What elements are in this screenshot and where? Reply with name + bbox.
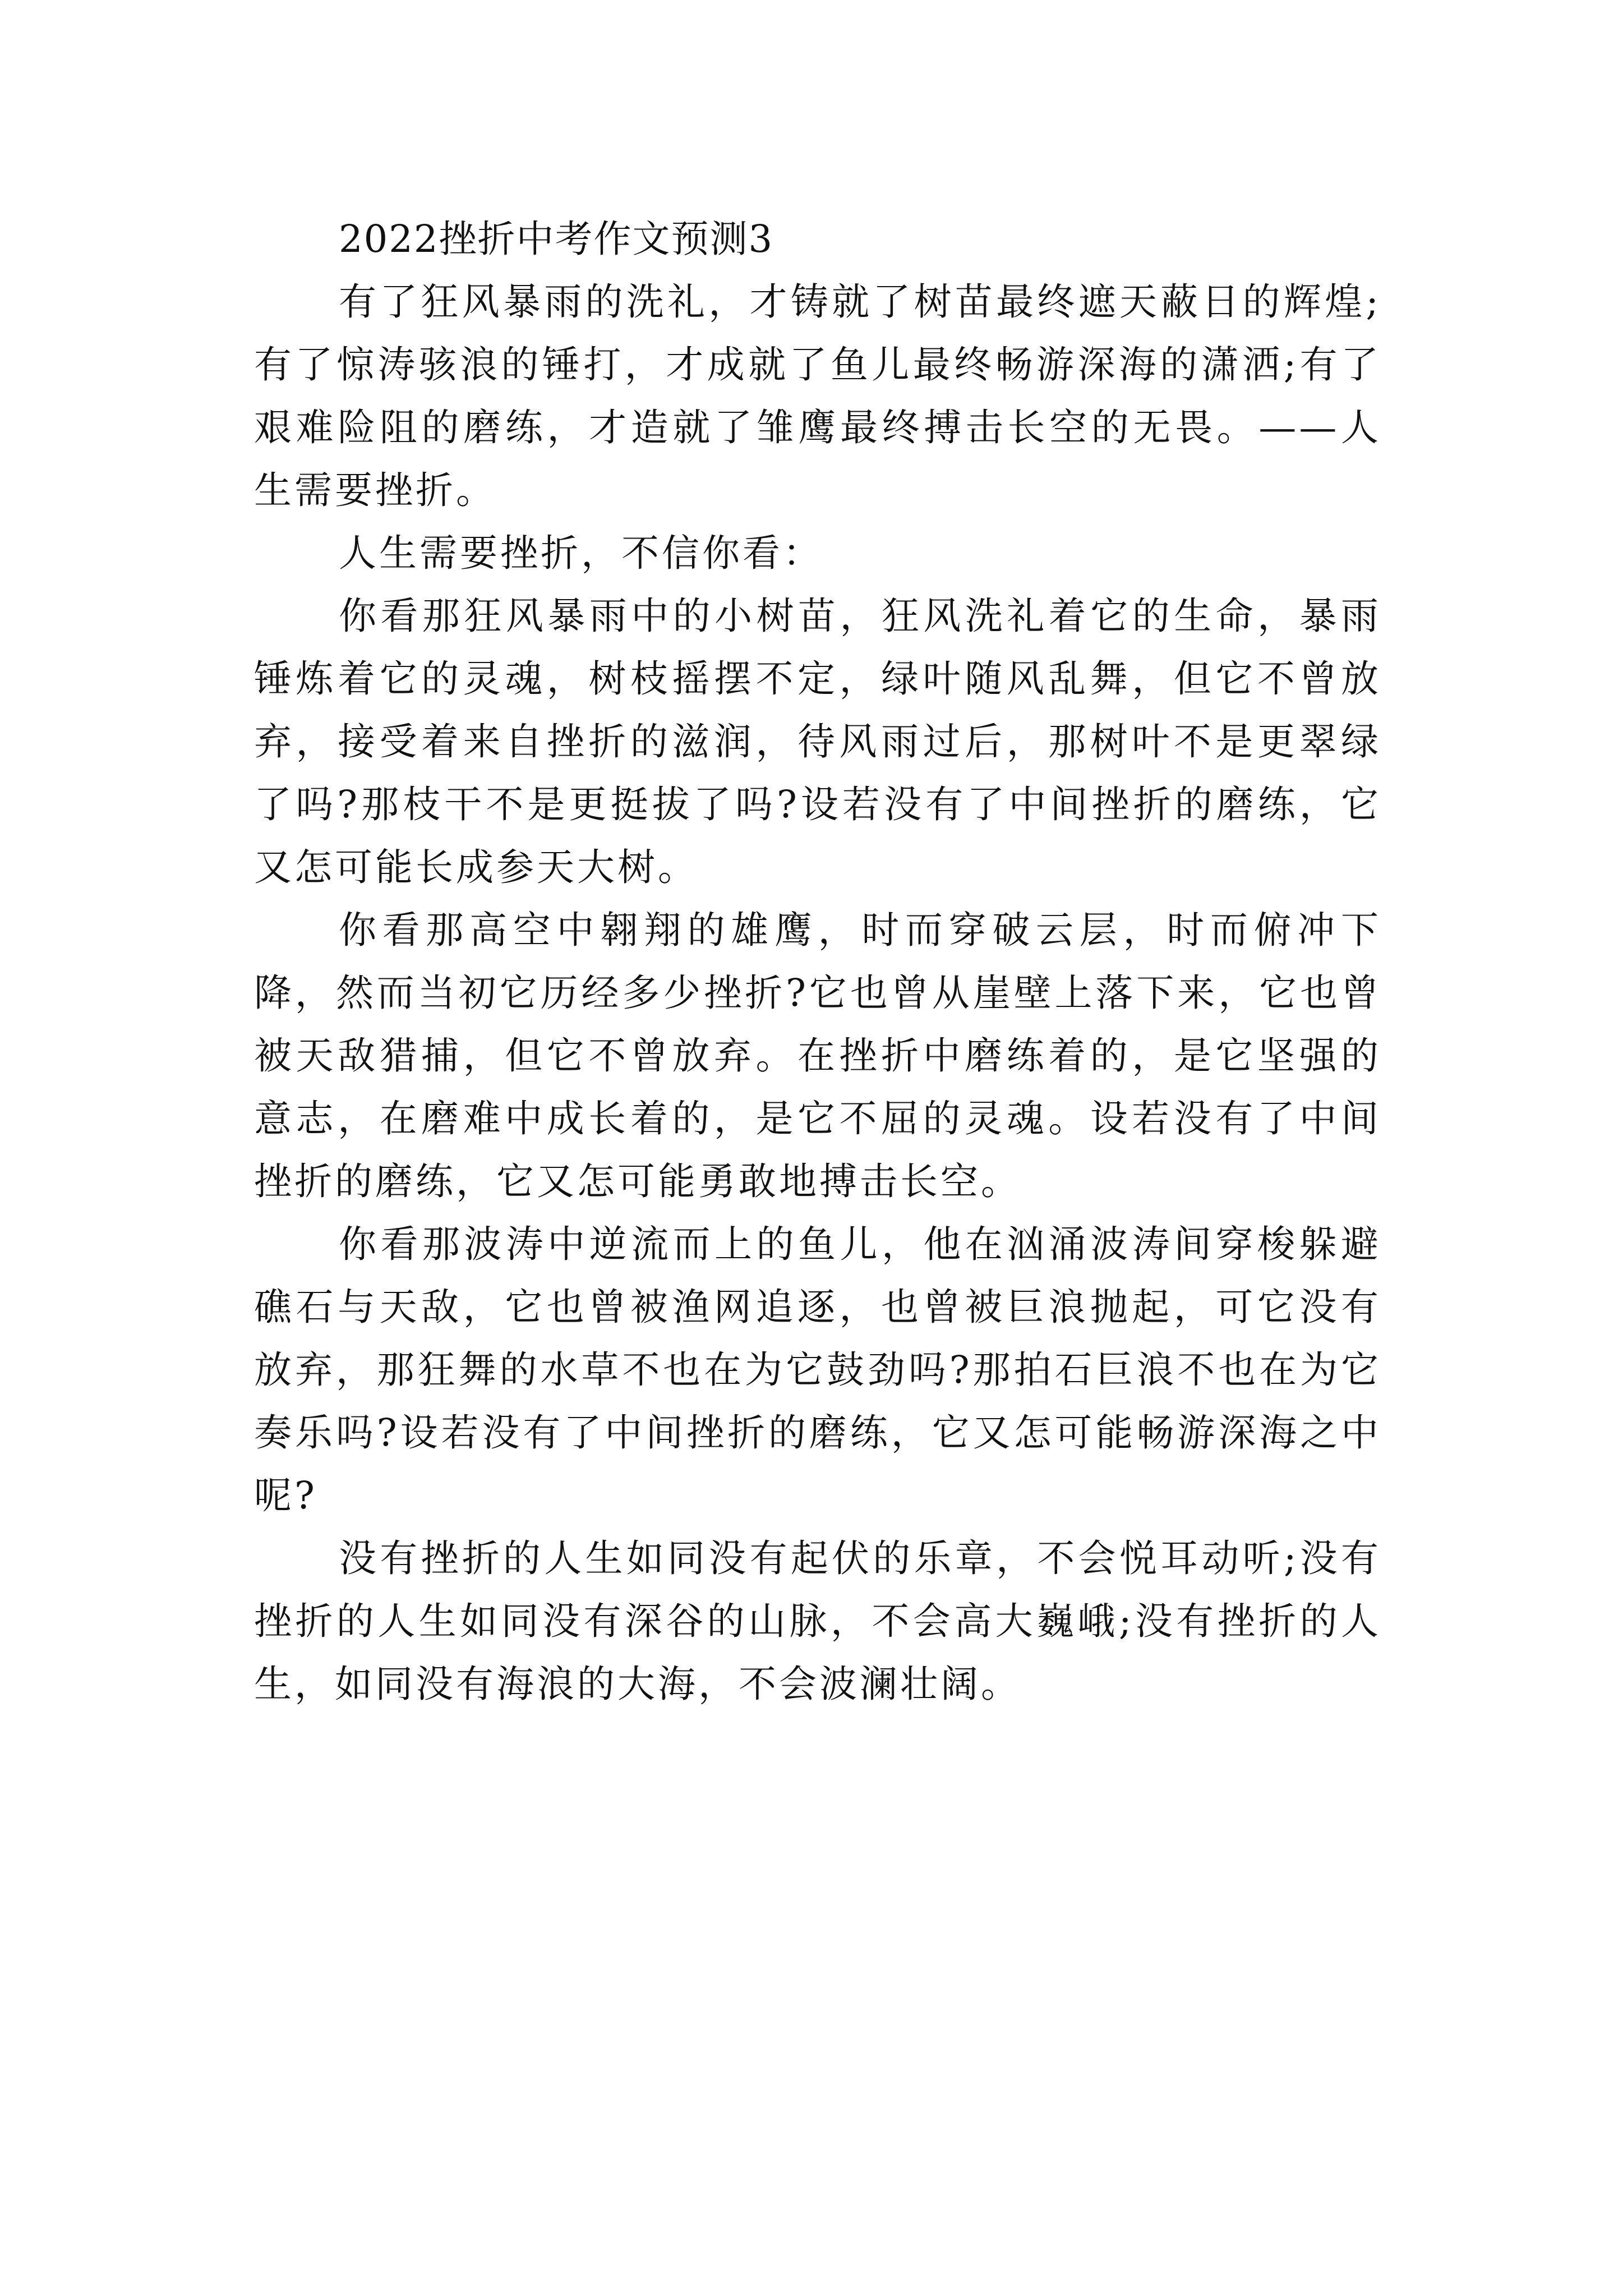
paragraph-intro: 有了狂风暴雨的洗礼，才铸就了树苗最终遮天蔽日的辉煌;有了惊涛骇浪的锤打，才成就了鱼儿最终畅游深海的潇洒;有了艰难险阻的磨练，才造就了雏鹰最终搏击长空的无畏。——人生需要挫折。 [254, 280, 1381, 512]
essay-title: 2022挫折中考作文预测3 [339, 217, 774, 261]
paragraph-sapling: 你看那狂风暴雨中的小树苗，狂风洗礼着它的生命，暴雨锤炼着它的灵魂，树枝摇摆不定，绿叶随风乱舞，但它不曾放弃，接受着来自挫折的滋润，待风雨过后，那树叶不是更翠绿了吗?那枝干不是更挺拔了吗?设若没有了中间挫折的磨练，它又怎可能长成参天大树。 [254, 594, 1381, 889]
essay-body [254, 208, 1381, 1715]
paragraph-fish: 你看那波涛中逆流而上的鱼儿，他在汹涌波涛间穿梭躲避礁石与天敌，它也曾被渔网追逐，也曾被巨浪抛起，可它没有放弃，那狂舞的水草不也在为它鼓劲吗?那拍石巨浪不也在为它奏乐吗?设若没有了中间挫折的磨练，它又怎可能畅游深海之中呢? [254, 1222, 1381, 1517]
paragraph-conclusion: 没有挫折的人生如同没有起伏的乐章，不会悦耳动听;没有挫折的人生如同没有深谷的山脉，不会高大巍峨;没有挫折的人生，如同没有海浪的大海，不会波澜壮阔。 [254, 1536, 1381, 1706]
paragraph-eagle: 你看那高空中翱翔的雄鹰，时而穿破云层，时而俯冲下降，然而当初它历经多少挫折?它也曾从崖壁上落下来，它也曾被天敌猎捕，但它不曾放弃。在挫折中磨练着的，是它坚强的意志，在磨难中成长着的，是它不屈的灵魂。设若没有了中间挫折的磨练，它又怎可能勇敢地搏击长空。 [254, 908, 1381, 1203]
paragraph-thesis: 人生需要挫折，不信你看： [339, 531, 823, 575]
